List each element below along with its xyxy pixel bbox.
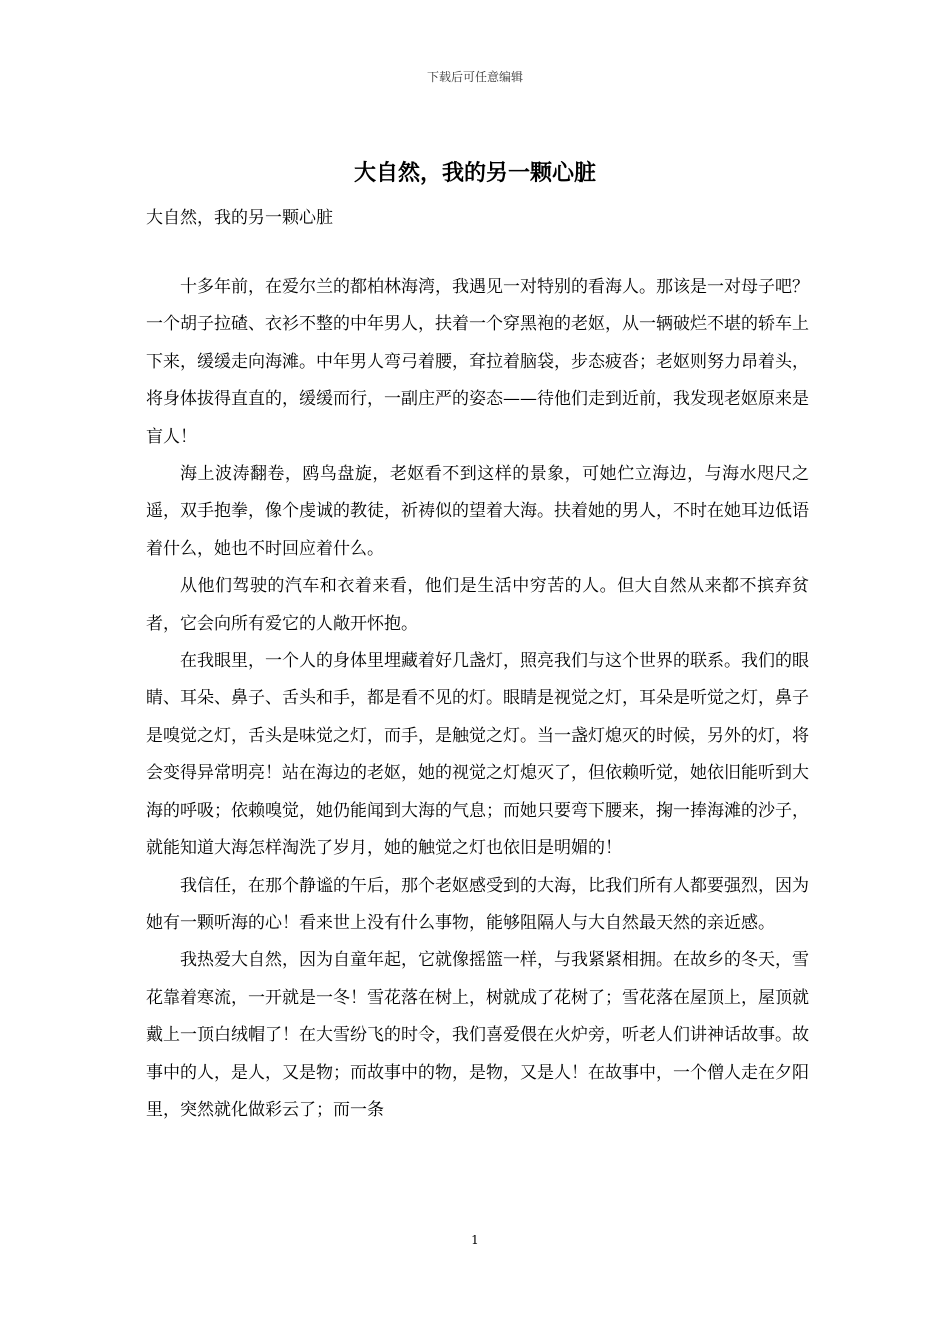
document-title: 大自然，我的另一颗心脏 bbox=[353, 160, 596, 186]
document-body bbox=[146, 269, 809, 1129]
paragraph-1: 十多年前，在爱尔兰的都柏林海湾，我遇见一对特别的看海人。那该是一对母子吧？一个胡子拉碴、衣衫不整的中年男人，扶着一个穿黑袍的老妪，从一辆破烂不堪的轿车上下来，缓缓走向海滩。中年男人弯弓着腰，耷拉着脑袋，步态疲沓；老妪则努力昂着头，将身体拔得直直的，缓缓而行，一副庄严的姿态——待他们走到近前，我发现老妪原来是盲人！ bbox=[146, 277, 809, 447]
paragraph-4: 在我眼里，一个人的身体里埋藏着好几盏灯，照亮我们与这个世界的联系。我们的眼睛、耳朵、鼻子、舌头和手，都是看不见的灯。眼睛是视觉之灯，耳朵是听觉之灯，鼻子是嗅觉之灯，舌头是味觉之灯，而手，是触觉之灯。当一盏灯熄灭的时候，另外的灯，将会变得异常明亮！站在海边的老妪，她的视觉之灯熄灭了，但依赖听觉，她依旧能听到大海的呼吸；依赖嗅觉，她仍能闻到大海的气息；而她只要弯下腰来，掬一捧海滩的沙子，就能知道大海怎样淘洗了岁月，她的触觉之灯也依旧是明媚的！ bbox=[146, 651, 809, 859]
paragraph-6: 我热爱大自然，因为自童年起，它就像摇篮一样，与我紧紧相拥。在故乡的冬天，雪花靠着寒流，一开就是一冬！雪花落在树上，树就成了花树了；雪花落在屋顶上，屋顶就戴上一顶白绒帽了！在大雪纷飞的时令，我们喜爱偎在火炉旁，听老人们讲神话故事。故事中的人，是人，又是物；而故事中的物，是物，又是人！在故事中，一个僧人走在夕阳里，突然就化做彩云了；而一条 bbox=[146, 950, 809, 1120]
paragraph-2: 海上波涛翻卷，鸥鸟盘旋，老妪看不到这样的景象，可她伫立海边，与海水咫尺之遥，双手抱拳，像个虔诚的教徒，祈祷似的望着大海。扶着她的男人，不时在她耳边低语着什么，她也不时回应着什么。 bbox=[146, 464, 809, 559]
page-header-note: 下载后可任意编辑 bbox=[426, 70, 523, 84]
document-subtitle: 大自然，我的另一颗心脏 bbox=[146, 208, 333, 228]
paragraph-5: 我信任，在那个静谧的午后，那个老妪感受到的大海，比我们所有人都要强烈，因为她有一颗听海的心！看来世上没有什么事物，能够阻隔人与大自然最天然的亲近感。 bbox=[146, 875, 809, 933]
paragraph-3: 从他们驾驶的汽车和衣着来看，他们是生活中穷苦的人。但大自然从来都不摈弃贫者，它会向所有爱它的人敞开怀抱。 bbox=[146, 576, 809, 634]
page-number: 1 bbox=[471, 1233, 479, 1247]
